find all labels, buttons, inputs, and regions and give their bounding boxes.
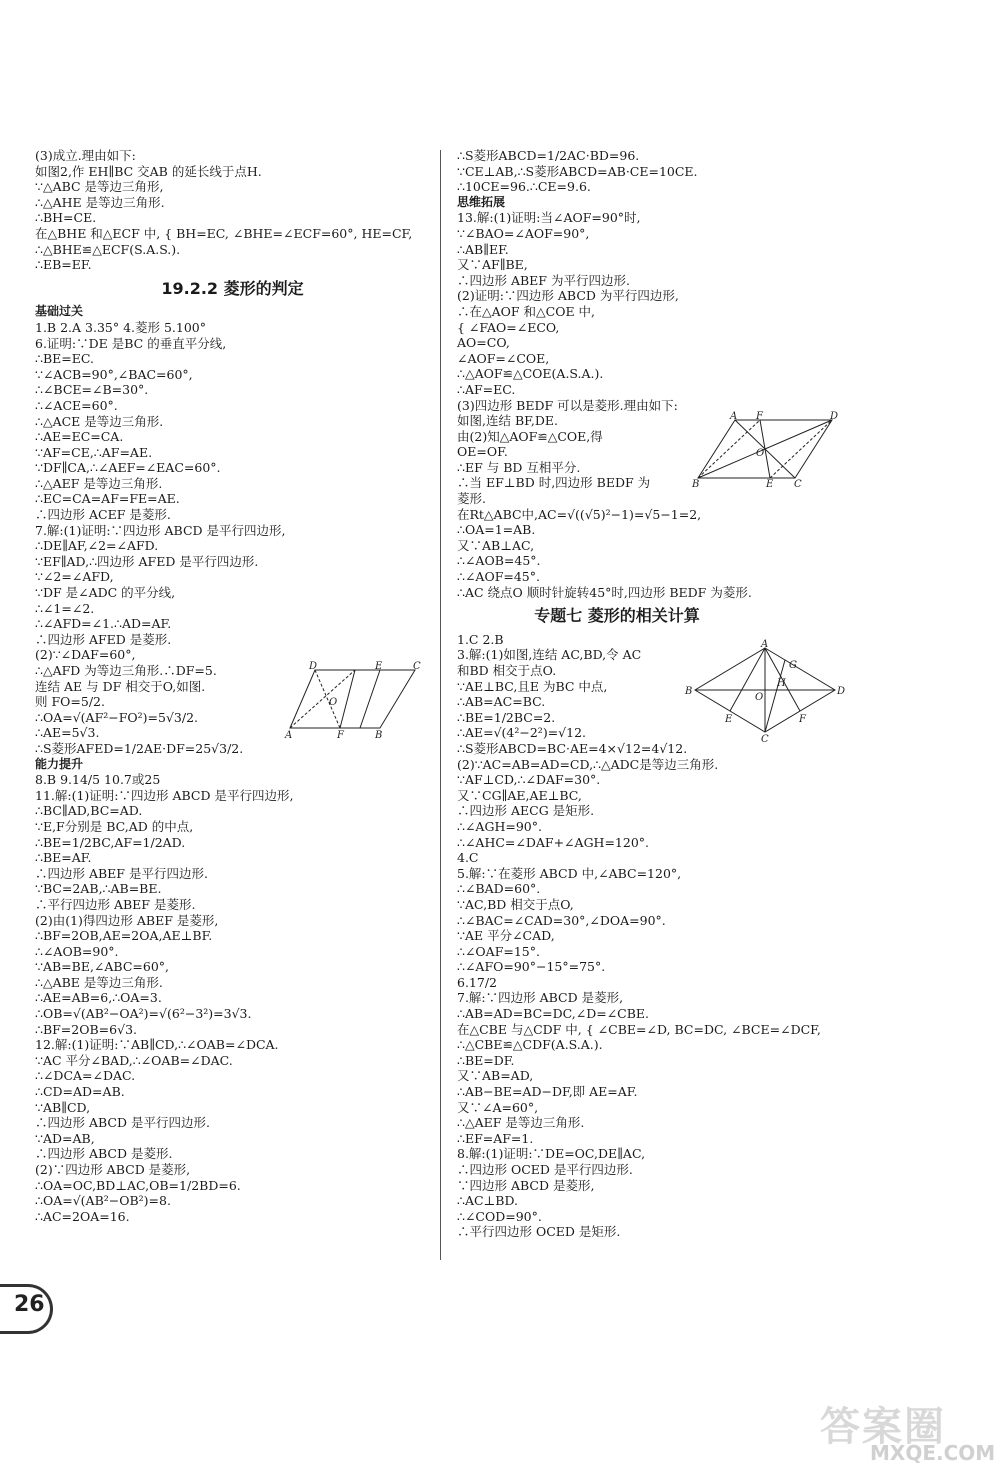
answer-line: 又∵AB⊥AC,: [457, 537, 535, 553]
answer-line: ∴△BHE≌△ECF(S.A.S.).: [35, 241, 181, 257]
answer-line: ∴BE=EC.: [35, 351, 94, 367]
answer-line: ∴BC∥AD,BC=AD.: [35, 803, 143, 819]
answer-line: ∴AC 绕点O 顺时针旋转45°时,四边形 BEDF 为菱形.: [457, 584, 752, 600]
answer-line: ∴∠AFO=90°−15°=75°.: [457, 959, 606, 975]
answer-line: ∵∠2=∠AFD,: [35, 569, 114, 585]
answer-line: ∴AE=√(4²−2²)=√12.: [457, 725, 587, 741]
answer-line: ∴△AEF 是等边三角形.: [35, 475, 163, 491]
answer-line: ∴S菱形ABCD=BC·AE=4×√12=4√12.: [457, 740, 688, 756]
answer-line: ∴四边形 ABEF 为平行四边形.: [457, 272, 630, 288]
answer-line: ∵AF⊥CD,∴∠DAF=30°.: [457, 772, 601, 788]
fig1-label-b: B: [375, 730, 383, 741]
answer-line: ∵∠ACB=90°,∠BAC=60°,: [35, 366, 193, 382]
answer-line: ∴AE=AB=6,∴OA=3.: [35, 990, 162, 1006]
answer-line: ∴CD=AD=AB.: [35, 1084, 125, 1100]
answer-line: ∴BF=2OB=6√3.: [35, 1021, 137, 1037]
answer-line: 7.解:(1)证明:∵四边形 ABCD 是平行四边形,: [35, 522, 286, 538]
answer-line: ∴△CBE≌△CDF(A.S.A.).: [457, 1037, 603, 1053]
fig2-label-e: E: [766, 479, 774, 490]
answer-line: ∴四边形 OCED 是平行四边形.: [457, 1162, 633, 1177]
fig1-label-o: O: [329, 697, 338, 708]
fig3-label-f: F: [799, 714, 806, 725]
answer-line: ∴△AFD 为等边三角形.∴DF=5.: [35, 663, 217, 678]
section-title-topic7: 专题七 菱形的相关计算: [534, 606, 700, 626]
answer-line: ∴∠COD=90°.: [457, 1208, 542, 1224]
answer-line: ∵EF∥AD,∴四边形 AFED 是平行四边形.: [35, 553, 259, 569]
answer-line: ∴∠AOF=45°.: [457, 569, 540, 585]
answer-line: ∴AB=AC=BC.: [457, 694, 546, 710]
answer-line: ∴AB=AD=BC=DC,∠D=∠CBE.: [457, 1006, 650, 1022]
answer-line: 则 FO=5/2.: [35, 694, 105, 710]
answer-line: ∵CE⊥AB,∴S菱形ABCD=AB·CE=10CE.: [457, 163, 698, 179]
answer-line: ∴∠BAD=60°.: [457, 881, 541, 897]
answer-line: ∵AC 平分∠BAD,∴∠OAB=∠DAC.: [35, 1052, 233, 1068]
answer-line: ∴AE=5√3.: [35, 725, 100, 741]
fig3-label-e: E: [725, 714, 733, 725]
answer-line: ∠AOF=∠COE,: [457, 350, 550, 366]
answer-line: ∴四边形 ACEF 是菱形.: [35, 507, 171, 523]
answer-line: ∵AF=CE,∴AF=AE.: [35, 444, 153, 460]
answer-line: 在△CBE 与△CDF 中, { ∠CBE=∠D, BC=DC, ∠BCE=∠DCF,: [457, 1021, 821, 1037]
answer-line: ∴四边形 ABCD 是平行四边形.: [35, 1115, 210, 1131]
fig3-label-a: A: [761, 639, 769, 650]
fig2-label-o: O: [756, 448, 765, 459]
answer-line: ∴在△AOF 和△COE 中,: [457, 303, 596, 319]
answer-line: 连结 AE 与 DF 相交于O,如图.: [35, 678, 206, 694]
answer-line: ∴EC=CA=AF=FE=AE.: [35, 491, 180, 507]
answer-line: 11.解:(1)证明:∵四边形 ABCD 是平行四边形,: [35, 787, 294, 803]
answer-line: ∵四边形 ABCD 是菱形,: [457, 1177, 595, 1193]
answer-line: ∴∠AHC=∠DAF+∠AGH=120°.: [457, 834, 650, 850]
answer-line: ∴△AHE 是等边三角形.: [35, 194, 165, 210]
column-divider: [440, 150, 441, 1260]
answer-line: ∴AB∥EF.: [457, 241, 509, 257]
fig1-label-f: F: [337, 730, 344, 741]
fig2-label-a: A: [730, 411, 738, 422]
subheading-extension: 思维拓展: [457, 194, 506, 209]
answer-line: ∴BE=1/2BC,AF=1/2AD.: [35, 834, 186, 850]
answer-line: ∴AC=2OA=16.: [35, 1208, 130, 1224]
answer-line: ∴∠OAF=15°.: [457, 943, 540, 959]
answer-line: 6.17/2: [457, 974, 497, 990]
answer-line: ∴△ACE 是等边三角形.: [35, 413, 164, 429]
fig3-label-d: D: [837, 686, 846, 697]
answer-line: ∴BE=DF.: [457, 1052, 515, 1068]
answer-line: ∵AE⊥BC,且E 为BC 中点,: [457, 678, 608, 694]
fig2-label-f: F: [756, 411, 763, 422]
answer-line: ∴AB−BE=AD−DF,即 AE=AF.: [457, 1084, 638, 1100]
answer-line: ∵DF∥CA,∴∠AEF=∠EAC=60°.: [35, 460, 221, 476]
answer-line: 1.B 2.A 3.35° 4.菱形 5.100°: [35, 319, 207, 335]
answer-line: ∴四边形 ABEF 是平行四边形.: [35, 865, 208, 881]
answer-line: ∴∠AOB=45°.: [457, 553, 541, 569]
fig2-label-c: C: [794, 479, 802, 490]
answer-line: 8.解:(1)证明:∵DE=OC,DE∥AC,: [457, 1146, 646, 1162]
answer-line: ∵AE 平分∠CAD,: [457, 928, 555, 944]
answer-line: ∴当 EF⊥BD 时,四边形 BEDF 为: [457, 475, 651, 491]
answer-line: (2)∵AC=AB=AD=CD,∴△ADC是等边三角形.: [457, 756, 719, 772]
answer-line: 如图,连结 BF,DE.: [457, 413, 558, 429]
answer-line: ∴BE=1/2BC=2.: [457, 709, 556, 725]
answer-line: ∴∠ACE=60°.: [35, 397, 118, 413]
answer-line: ∴BH=CE.: [35, 210, 97, 226]
answer-line: 12.解:(1)证明:∵AB∥CD,∴∠OAB=∠DCA.: [35, 1037, 279, 1053]
answers-cont: [457, 148, 777, 195]
fig1-label-c: C: [413, 661, 421, 672]
answer-line: ∴∠AFD=∠1.∴AD=AF.: [35, 616, 172, 632]
fig3-label-g: G: [789, 660, 797, 671]
answer-line: (2)证明:∵四边形 ABCD 为平行四边形,: [457, 288, 679, 304]
answer-line: ∴△AEF 是等边三角形.: [457, 1115, 585, 1131]
answer-line: ∵∠BAO=∠AOF=90°,: [457, 225, 590, 241]
answer-line: ∴EF=AF=1.: [457, 1130, 534, 1146]
answer-line: 如图2,作 EH∥BC 交AB 的延长线于点H.: [35, 163, 262, 179]
watermark-url: MXQE.COM: [870, 1441, 996, 1465]
answer-line: ∴∠AGH=90°.: [457, 818, 542, 834]
answers-ability: [35, 772, 430, 1224]
answer-line: ∴BF=2OB,AE=2OA,AE⊥BF.: [35, 928, 213, 944]
answer-line: 又∵∠A=60°,: [457, 1099, 539, 1115]
answer-line: 又∵AB=AD,: [457, 1068, 534, 1084]
subheading-basic: 基础过关: [35, 304, 84, 319]
fig2-label-b: B: [692, 479, 700, 490]
subheading-ability: 能力提升: [35, 756, 84, 771]
answer-line: ∴AF=EC.: [457, 381, 516, 397]
answer-line: ∴10CE=96.∴CE=9.6.: [457, 179, 591, 195]
fig3-label-h: H: [777, 678, 786, 689]
answer-line: ∴OA=√(AF²−FO²)=5√3/2.: [35, 709, 199, 725]
answer-line: ∴四边形 ABCD 是菱形.: [35, 1146, 173, 1162]
fig3-label-o: O: [755, 692, 764, 703]
answer-line: ∵AD=AB,: [35, 1130, 95, 1146]
answer-line: 7.解:∵四边形 ABCD 是菱形,: [457, 990, 624, 1006]
answer-line: ∴OA=√(AB²−OB²)=8.: [35, 1193, 171, 1209]
answer-line: ∴△ABE 是等边三角形.: [35, 974, 163, 990]
answer-line: ∴OA=OC,BD⊥AC,OB=1/2BD=6.: [35, 1177, 241, 1193]
answer-line: ∴平行四边形 ABEF 是菱形.: [35, 896, 196, 912]
answer-line: ∴△AOF≌△COE(A.S.A.).: [457, 366, 604, 382]
intro-block: [35, 148, 430, 273]
answer-line: (2)由(1)得四边形 ABEF 是菱形,: [35, 912, 219, 928]
answer-line: ∴AC⊥BD.: [457, 1193, 519, 1209]
answer-line: 6.证明:∵DE 是BC 的垂直平分线,: [35, 335, 227, 351]
answer-line: (2)∵四边形 ABCD 是菱形,: [35, 1162, 191, 1177]
fig2-label-d: D: [830, 411, 839, 422]
fig1-label-a: A: [285, 730, 293, 741]
answer-line: ∴S菱形ABCD=1/2AC·BD=96.: [457, 148, 640, 163]
answer-line: 由(2)知△AOF≌△COE,得: [457, 428, 603, 444]
answer-line: ∴EB=EF.: [35, 257, 92, 273]
answer-line: 和BD 相交于点O.: [457, 663, 557, 678]
answers-extension: [457, 210, 777, 600]
answer-line: ∴四边形 AECG 是矩形.: [457, 803, 595, 819]
answer-line: 3.解:(1)如图,连结 AC,BD,令 AC: [457, 647, 642, 663]
answer-line: ∵BC=2AB,∴AB=BE.: [35, 881, 162, 897]
page-number: 26: [14, 1292, 45, 1317]
answer-line: (3)四边形 BEDF 可以是菱形.理由如下:: [457, 397, 678, 413]
answer-line: ∴AE=EC=CA.: [35, 429, 124, 445]
answer-line: 13.解:(1)证明:当∠AOF=90°时,: [457, 210, 641, 226]
answer-line: ∵E,F分别是 BC,AD 的中点,: [35, 818, 194, 834]
answer-line: ∴EF 与 BD 互相平分.: [457, 459, 581, 475]
answer-line: ∴∠AOB=90°.: [35, 943, 119, 959]
fig1-label-d: D: [309, 661, 318, 672]
answer-line: ∴BE=AF.: [35, 850, 92, 866]
figure-rhombus-abcd: [685, 639, 846, 745]
answer-line: 在△BHE 和△ECF 中, { BH=EC, ∠BHE=∠ECF=60°, HE=CF,: [35, 225, 413, 241]
answer-line: OE=OF.: [457, 444, 508, 460]
fig3-label-b: B: [685, 686, 693, 697]
answer-line: ∵△ABC 是等边三角形,: [35, 179, 164, 195]
answer-line: ∴OA=1=AB.: [457, 522, 536, 538]
answer-line: ∴平行四边形 OCED 是矩形.: [457, 1224, 621, 1240]
answer-line: ∴∠BCE=∠B=30°.: [35, 382, 149, 398]
answer-line: 又∵AF∥BE,: [457, 257, 528, 273]
answer-line: ∵AC,BD 相交于点O,: [457, 896, 574, 912]
answer-line: ∵AB=BE,∠ABC=60°,: [35, 959, 170, 975]
answer-line: 8.B 9.14/5 10.7或25: [35, 772, 161, 788]
answer-line: ∴S菱形AFED=1/2AE·DF=25√3/2.: [35, 740, 244, 756]
answer-line: ∴∠BAC=∠CAD=30°,∠DOA=90°.: [457, 912, 666, 928]
answer-line: 1.C 2.B: [457, 631, 504, 647]
answer-line: 菱形.: [457, 491, 486, 507]
answer-line: 又∵CG∥AE,AE⊥BC,: [457, 787, 582, 803]
answer-line: ∵DF 是∠ADC 的平分线,: [35, 585, 176, 601]
figure-parallelogram-bedf: [690, 412, 840, 488]
answer-line: ∴DE∥AF,∠2=∠AFD.: [35, 538, 159, 554]
watermark-text: 答案圈: [820, 1404, 946, 1450]
figure-parallelogram-afed: [285, 660, 425, 740]
fig3-label-c: C: [761, 734, 769, 745]
answer-line: ∴四边形 AFED 是菱形.: [35, 631, 172, 647]
section-title-19-2-2: 19.2.2 菱形的判定: [161, 278, 304, 298]
answer-line: ∴∠DCA=∠DAC.: [35, 1068, 136, 1084]
answer-line: ∴OB=√(AB²−OA²)=√(6²−3²)=3√3.: [35, 1006, 252, 1022]
answer-line: ∵AB∥CD,: [35, 1099, 91, 1115]
answer-line: (2)∵∠DAF=60°,: [35, 647, 136, 663]
watermark: [820, 1395, 996, 1465]
answer-line: 4.C: [457, 850, 479, 866]
answer-line: { ∠FAO=∠ECO,: [457, 319, 560, 335]
fig1-label-e: E: [375, 661, 383, 672]
answer-line: 在Rt△ABC中,AC=√((√5)²−1)=√5−1=2,: [457, 506, 702, 522]
answer-line: 5.解:∵在菱形 ABCD 中,∠ABC=120°,: [457, 865, 682, 881]
answer-line: AO=CO,: [457, 335, 510, 351]
answer-line: ∴∠1=∠2.: [35, 600, 95, 616]
page-number-badge: [0, 1290, 60, 1326]
answer-line: (3)成立.理由如下:: [35, 148, 136, 163]
